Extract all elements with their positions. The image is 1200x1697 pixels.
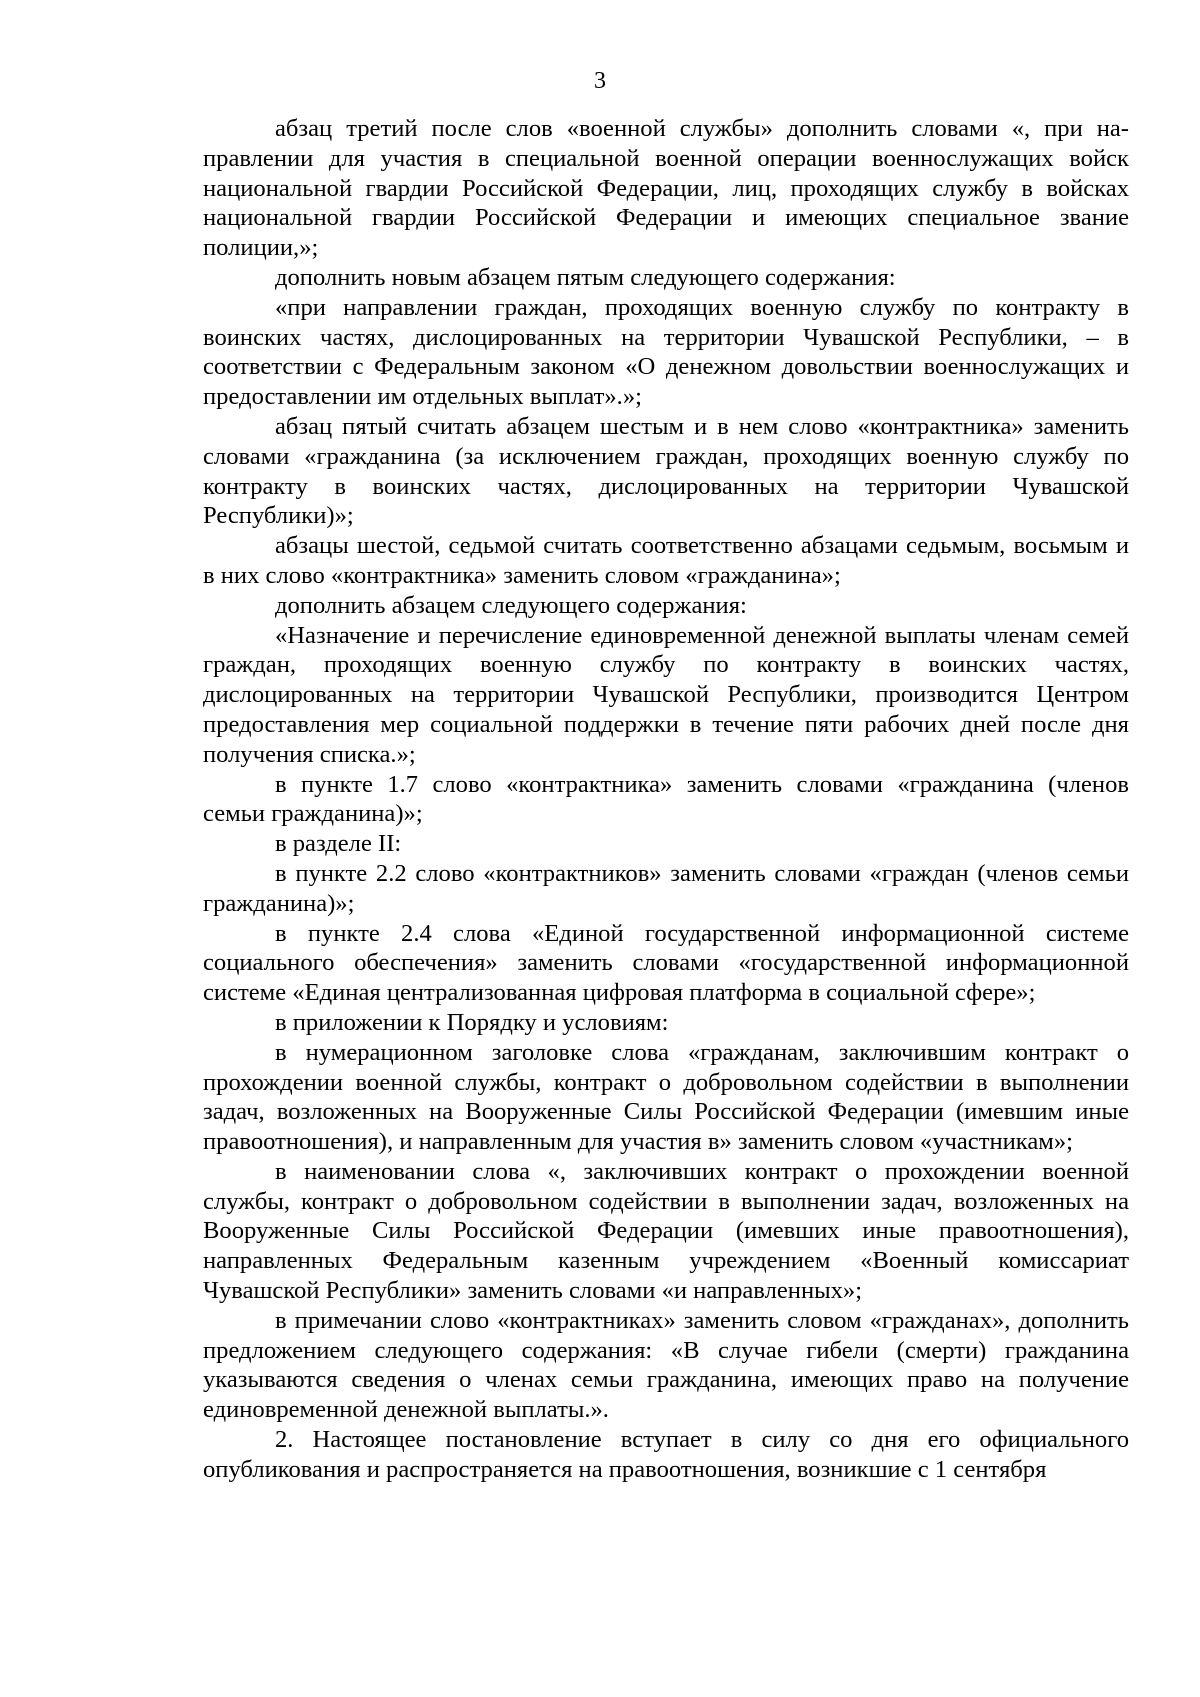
paragraph: «Назначение и перечисление единовременной денежной выплаты членам семей граждан, проходящих военную службу по контракту в воинских частях, дислоцированных на территории Чувашской Республики, производится Центром предоставления мер социальной поддержки в течение пяти рабочих дней после дня получения списка.»; <box>203 621 1129 768</box>
paragraph: в пункте 2.2 слово «контрактников» заменить словами «граждан (членов семьи гражданина)»; <box>203 859 1129 917</box>
paragraph: 2. Настоящее постановление вступает в силу со дня его официального опубликования и распространяется на правоотношения, возникшие с 1 сентября <box>203 1426 1129 1483</box>
paragraph: в приложении к Порядку и условиям: <box>275 1008 669 1036</box>
paragraph: абзац пятый считать абзацем шестым и в нем слово «контрактника» заменить словами «гражданина (за исключением граждан, проходящих военную службу по контракту в воинских частях, дислоцированных на территории Чувашской Республики)»; <box>203 412 1129 530</box>
paragraph: дополнить абзацем следующего содержания: <box>275 591 747 619</box>
document-body <box>203 114 1129 1485</box>
paragraph: абзацы шестой, седьмой считать соответственно абзацами седьмым, восьмым и в них слово «контрактника» заменить словом «гражданина»; <box>203 532 1129 589</box>
page-number: 3 <box>594 68 606 94</box>
paragraph: дополнить новым абзацем пятым следующего содержания: <box>275 263 896 291</box>
paragraph: в нумерационном заголовке слова «гражданам, заключившим контракт о прохождении военной службы, контракт о добровольном содействии в выполнении задач, возложенных на Вооруженные Силы Российской Федерации (имевшим иные правоотношения), и направленным для участия в» заменить словом «участникам»; <box>203 1038 1129 1156</box>
paragraph: в пункте 2.4 слова «Единой государственной информационной системе социального обеспечения» заменить словами «государственной информационной системе «Единая централизованная цифровая платформа в социальной сфере»; <box>203 919 1129 1007</box>
paragraph: абзац третий после слов «военной службы» дополнить словами «, при направлении для участия в специальной военной операции военнослужащих войск национальной гвардии Российской Федерации, лиц, проходящих службу в войсках национальной гвардии Российской Федерации и имеющих специальное звание полиции,»; <box>203 115 1129 262</box>
paragraph: в пункте 1.7 слово «контрактника» заменить словами «гражданина (членов семьи гражданина)»; <box>203 770 1129 828</box>
paragraph: «при направлении граждан, проходящих военную службу по контракту в воинских частях, дислоцированных на территории Чувашской Республики, – в соответствии с Федеральным законом «О денежном довольствии военнослужащих и предоставлении им отдельных выплат».»; <box>203 293 1129 411</box>
paragraph: в разделе II: <box>275 830 402 858</box>
paragraph: в примечании слово «контрактниках» заменить словом «гражданах», дополнить предложением следующего содержания: «В случае гибели (смерти) гражданина указываются сведения о членах семьи гражданина, имеющих право на получение единовременной денежной выплаты.». <box>203 1306 1129 1424</box>
paragraph: в наименовании слова «, заключивших контракт о прохождении военной службы, контракт о добровольном содействии в выполнении задач, возложенных на Вооруженные Силы Российской Федерации (имевших иные правоотношения), направленных Федеральным казенным учреждением «Военный комиссариат Чувашской Республики» заменить словами «и направленных»; <box>203 1157 1129 1305</box>
